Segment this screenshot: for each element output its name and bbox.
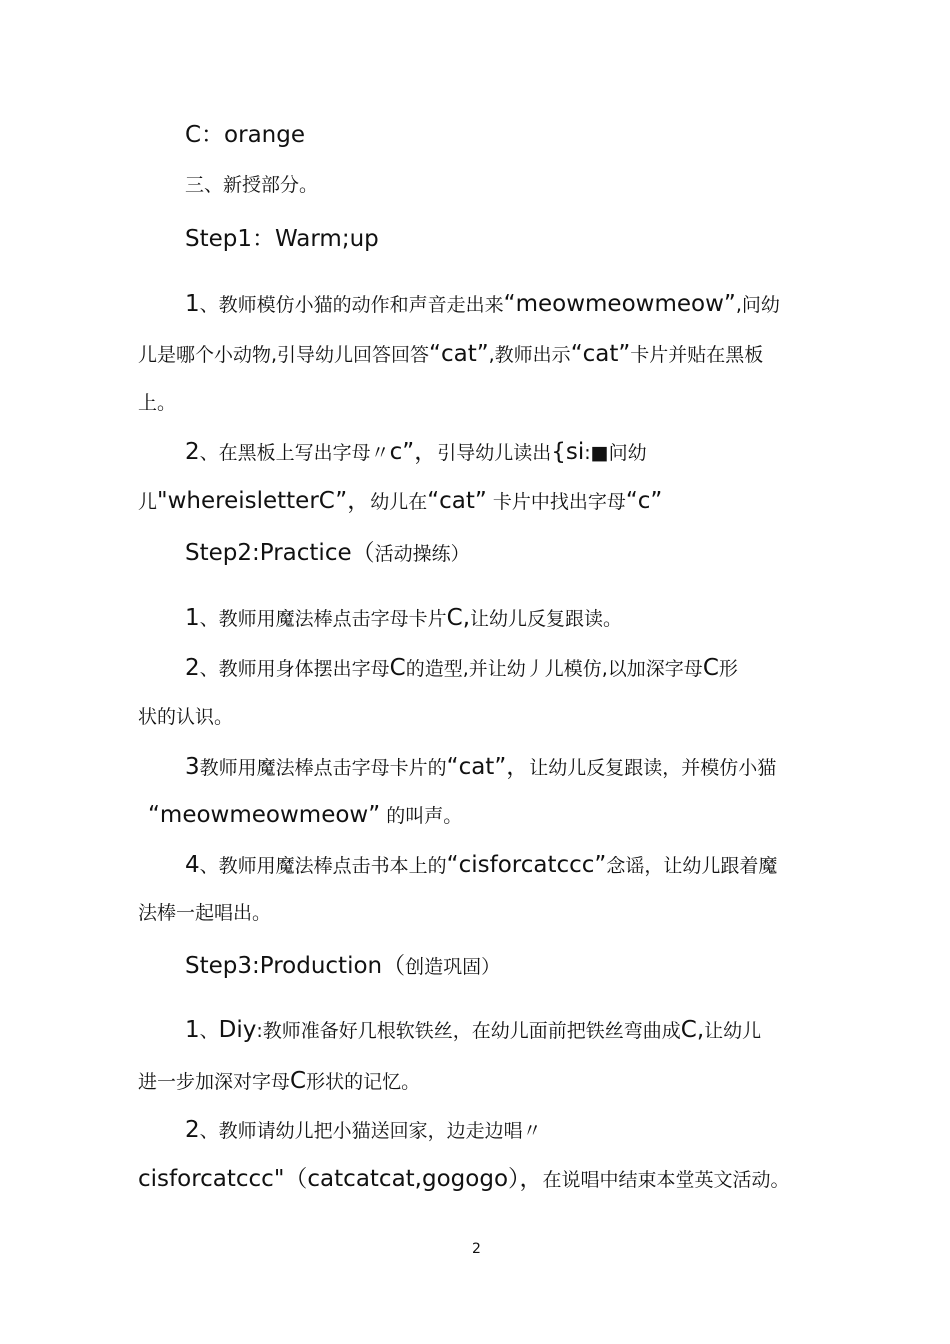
text-line <box>138 1168 790 1191</box>
text-run: 、教师用魔法棒点击字母卡片 <box>199 608 447 630</box>
text-run: “cat” <box>429 341 489 367</box>
text-run: “meowmeowmeow” <box>148 802 381 828</box>
text-run: 、 <box>199 1020 219 1042</box>
text-run: C <box>290 1068 307 1094</box>
text-run: 念谣，让幼儿跟着魔 <box>606 855 778 877</box>
text-run: 形 <box>718 658 738 680</box>
text-run: 卡片并贴在黑板 <box>630 344 764 366</box>
text-run: 的造型,并让幼丿儿模仿,以加深字母 <box>405 658 703 680</box>
text-run: 活动操练） <box>374 543 470 565</box>
text-run: “cat” <box>570 341 631 367</box>
text-line <box>138 343 763 366</box>
text-run: 三、新授部分。 <box>185 174 319 196</box>
text-line <box>185 176 318 195</box>
text-run: 进一步加深对字母 <box>138 1071 291 1093</box>
text-line <box>185 228 379 251</box>
text-line <box>138 394 176 413</box>
text-run: 、教师用魔法棒点击书本上的 <box>199 855 447 877</box>
text-run: Step2:Practice（ <box>185 540 375 566</box>
text-line <box>138 904 271 923</box>
text-run: 、教师请幼儿把小猫送回家，边走边唱〃 <box>199 1120 542 1142</box>
text-line <box>185 542 470 565</box>
text-run: C <box>389 655 406 681</box>
text-run: Diy <box>218 1017 257 1043</box>
text-line <box>148 804 462 827</box>
text-run: Step3:Production（ <box>185 953 406 979</box>
text-run: 、教师模仿小猫的动作和声音走出来 <box>199 294 504 316</box>
text-line <box>185 441 647 464</box>
text-run: “cat” <box>427 488 487 514</box>
text-run: 4 <box>185 852 200 878</box>
text-run: 、在黑板上写出字母〃 <box>199 442 390 464</box>
text-run: 创造巩固） <box>405 956 501 978</box>
text-run: “cat”， <box>446 754 530 780</box>
text-run: cisforcatccc"（catcatcat,gogogo）， <box>138 1166 543 1192</box>
text-run: :教师准备好几根软铁丝，在幼儿面前把铁丝弯曲成 <box>256 1020 681 1042</box>
text-run: C：orange <box>185 122 306 148</box>
text-run: ,教师出示 <box>488 344 571 366</box>
page-number: 2 <box>472 1241 481 1257</box>
text-run: 2 <box>185 655 200 681</box>
text-run: 2 <box>185 439 200 465</box>
text-run: 儿 <box>138 491 158 513</box>
text-line <box>185 955 500 978</box>
text-run: ,问幼 <box>735 294 780 316</box>
text-line <box>185 756 776 779</box>
text-run: C <box>702 655 719 681</box>
text-run: Step1：Warm;up <box>185 226 379 252</box>
text-run: “c” <box>625 488 663 514</box>
text-run: "whereisletterC”， <box>157 488 371 514</box>
text-run: 1 <box>185 605 200 631</box>
text-run: 在说唱中结束本堂英文活动。 <box>542 1169 790 1191</box>
text-run: c”， <box>389 439 438 465</box>
text-run: 引导幼儿读出 <box>437 442 552 464</box>
text-run: 3 <box>185 754 200 780</box>
text-run: C, <box>446 605 471 631</box>
text-run: 形状的记忆。 <box>306 1071 421 1093</box>
text-line <box>138 708 233 727</box>
text-run: :■问幼 <box>584 442 647 464</box>
text-line <box>185 1119 542 1142</box>
text-run: 让幼儿反复跟读。 <box>470 608 623 630</box>
text-run: {si <box>551 439 585 465</box>
text-run: 、教师用身体摆出字母 <box>199 658 390 680</box>
text-run: “cisforcatccc” <box>446 852 607 878</box>
text-run: C, <box>680 1017 705 1043</box>
text-run: 状的认识。 <box>138 706 234 728</box>
text-run: 让幼儿 <box>704 1020 762 1042</box>
text-run: 法棒一起唱出。 <box>138 902 272 924</box>
text-line <box>185 854 777 877</box>
text-run: 上。 <box>138 392 177 414</box>
text-run: 1 <box>185 1017 200 1043</box>
text-run: 卡片中找出字母 <box>486 491 626 513</box>
text-line <box>185 607 622 630</box>
text-line <box>185 124 305 147</box>
text-run: 儿是哪个小动物,引导幼儿回答回答 <box>138 344 430 366</box>
text-run: 1 <box>185 291 200 317</box>
text-run: 幼儿在 <box>370 491 428 513</box>
text-line <box>185 293 780 316</box>
text-run: 的叫声。 <box>380 805 463 827</box>
text-run: “meowmeowmeow” <box>503 291 736 317</box>
text-line <box>185 1019 761 1042</box>
text-run: 教师用魔法棒点击字母卡片的 <box>199 757 447 779</box>
text-line <box>138 1070 420 1093</box>
text-run: 2 <box>185 1117 200 1143</box>
text-line <box>185 657 738 680</box>
text-run: 让幼儿反复跟读，并模仿小猫 <box>529 757 777 779</box>
text-line <box>138 490 662 513</box>
